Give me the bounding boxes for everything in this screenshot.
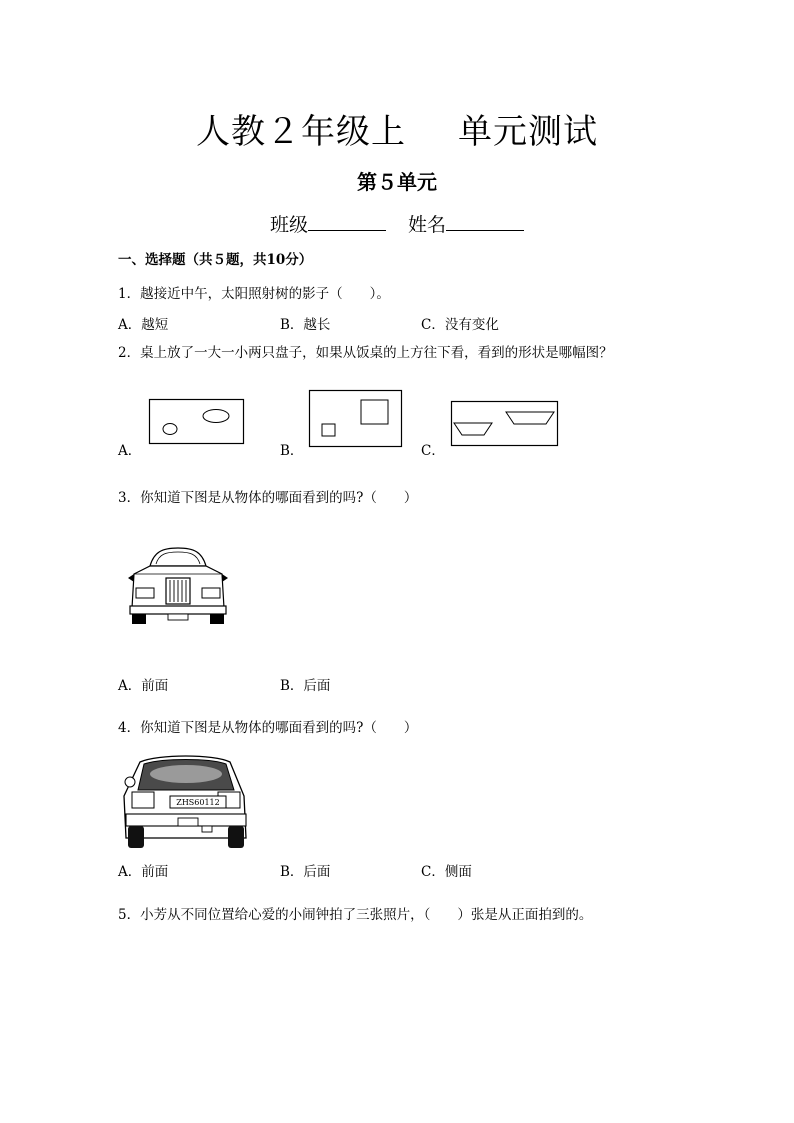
q2-figure-b xyxy=(308,389,404,449)
class-blank[interactable] xyxy=(308,212,386,231)
question-2: 2．桌上放了一大一小两只盘子，如果从饭桌的上方往下看，看到的形状是哪幅图？ xyxy=(118,345,613,361)
car-rear-icon xyxy=(118,752,250,852)
title-right: 单元测试 xyxy=(458,112,598,152)
q1-option-c[interactable]: C．没有变化 xyxy=(421,317,499,333)
license-plate-text: ZHS60112 xyxy=(176,798,220,807)
q4-option-b[interactable]: B．后面 xyxy=(280,864,331,880)
q2-figure-c xyxy=(450,400,560,448)
q1-option-b[interactable]: B．越长 xyxy=(280,317,331,333)
page-title xyxy=(0,104,794,153)
q3-option-a[interactable]: A．前面 xyxy=(118,678,169,694)
name-label: 姓名 xyxy=(408,214,447,236)
q4-option-a[interactable]: A．前面 xyxy=(118,864,169,880)
question-4: 4．你知道下图是从物体的哪面看到的吗?（ ） xyxy=(118,720,418,736)
class-name-line xyxy=(0,210,794,237)
section-heading: 一、选择题（共５题，共10分） xyxy=(118,252,313,268)
q2-option-b[interactable]: B． xyxy=(280,443,304,459)
q4-option-c[interactable]: C．侧面 xyxy=(421,864,472,880)
unit-subtitle: 第５单元 xyxy=(357,170,437,194)
q2-figure-a xyxy=(148,398,246,446)
class-label: 班级 xyxy=(269,214,308,236)
q2-option-c[interactable]: C． xyxy=(421,443,445,459)
title-left: 人教２年级上 xyxy=(196,112,406,152)
q1-option-a[interactable]: A．越短 xyxy=(118,317,169,333)
car-front-icon xyxy=(126,544,230,628)
q2-option-a[interactable]: A． xyxy=(118,443,142,459)
q3-option-b[interactable]: B．后面 xyxy=(280,678,331,694)
question-1: 1．越接近中午，太阳照射树的影子（ ）。 xyxy=(118,286,390,302)
name-blank[interactable] xyxy=(446,212,524,231)
question-5: 5．小芳从不同位置给心爱的小闹钟拍了三张照片，（ ）张是从正面拍到的。 xyxy=(118,907,593,923)
question-3: 3．你知道下图是从物体的哪面看到的吗?（ ） xyxy=(118,490,418,506)
